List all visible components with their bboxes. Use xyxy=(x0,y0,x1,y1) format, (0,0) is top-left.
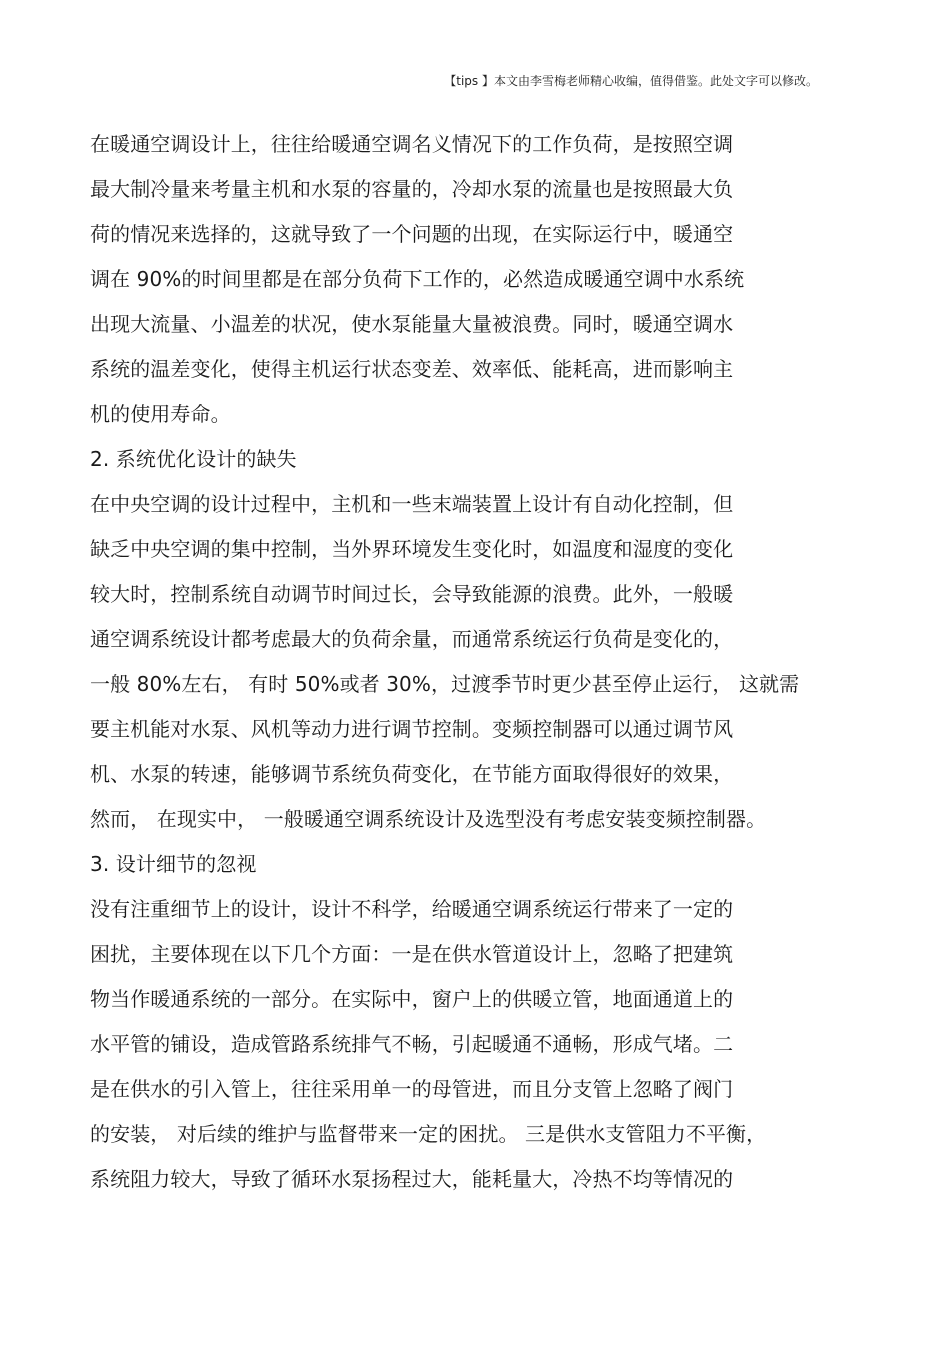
section-heading: 2. 系统优化设计的缺失 xyxy=(90,447,297,471)
text-line: 缺乏中央空调的集中控制，当外界环境发生变化时，如温度和湿度的变化 xyxy=(90,537,734,561)
text-line: 物当作暖通系统的一部分。在实际中，窗户上的供暖立管，地面通道上的 xyxy=(90,987,734,1011)
text-line: 在暖通空调设计上，往往给暖通空调名义情况下的工作负荷，是按照空调 xyxy=(90,132,734,156)
text-line: 没有注重细节上的设计，设计不科学，给暖通空调系统运行带来了一定的 xyxy=(90,897,734,921)
text-line: 调在 90%的时间里都是在部分负荷下工作的，必然造成暖通空调中水系统 xyxy=(90,267,745,291)
text-line: 出现大流量、小温差的状况，使水泵能量大量被浪费。同时，暖通空调水 xyxy=(90,312,734,336)
text-line: 一般 80%左右， 有时 50%或者 30%，过渡季节时更少甚至停止运行， 这就需 xyxy=(90,672,800,696)
text-line: 在中央空调的设计过程中，主机和一些末端装置上设计有自动化控制，但 xyxy=(90,492,734,516)
text-line: 系统的温差变化，使得主机运行状态变差、效率低、能耗高，进而影响主 xyxy=(90,357,734,381)
text-line: 然而， 在现实中， 一般暖通空调系统设计及选型没有考虑安装变频控制器。 xyxy=(90,807,767,831)
document-body xyxy=(90,126,870,1206)
tips-note: 【tips 】本文由李雪梅老师精心收编，值得借鉴。此处文字可以修改。 xyxy=(444,74,818,88)
text-line: 是在供水的引入管上，往往采用单一的母管进，而且分支管上忽略了阀门 xyxy=(90,1077,734,1101)
text-line: 要主机能对水泵、风机等动力进行调节控制。变频控制器可以通过调节风 xyxy=(90,717,734,741)
text-line: 最大制冷量来考量主机和水泵的容量的，冷却水泵的流量也是按照最大负 xyxy=(90,177,734,201)
section-heading: 3. 设计细节的忽视 xyxy=(90,852,257,876)
text-line: 水平管的铺设，造成管路系统排气不畅，引起暖通不通畅，形成气堵。二 xyxy=(90,1032,734,1056)
text-line: 的安装， 对后续的维护与监督带来一定的困扰。 三是供水支管阻力不平衡， xyxy=(90,1122,767,1146)
text-line: 机的使用寿命。 xyxy=(90,402,231,426)
text-line: 机、水泵的转速，能够调节系统负荷变化，在节能方面取得很好的效果， xyxy=(90,762,734,786)
text-line: 困扰，主要体现在以下几个方面：一是在供水管道设计上，忽略了把建筑 xyxy=(90,942,734,966)
text-line: 荷的情况来选择的，这就导致了一个问题的出现，在实际运行中，暖通空 xyxy=(90,222,734,246)
text-line: 通空调系统设计都考虑最大的负荷余量，而通常系统运行负荷是变化的， xyxy=(90,627,734,651)
text-line: 系统阻力较大，导致了循环水泵扬程过大，能耗量大，冷热不均等情况的 xyxy=(90,1167,734,1191)
text-line: 较大时，控制系统自动调节时间过长，会导致能源的浪费。此外，一般暖 xyxy=(90,582,734,606)
